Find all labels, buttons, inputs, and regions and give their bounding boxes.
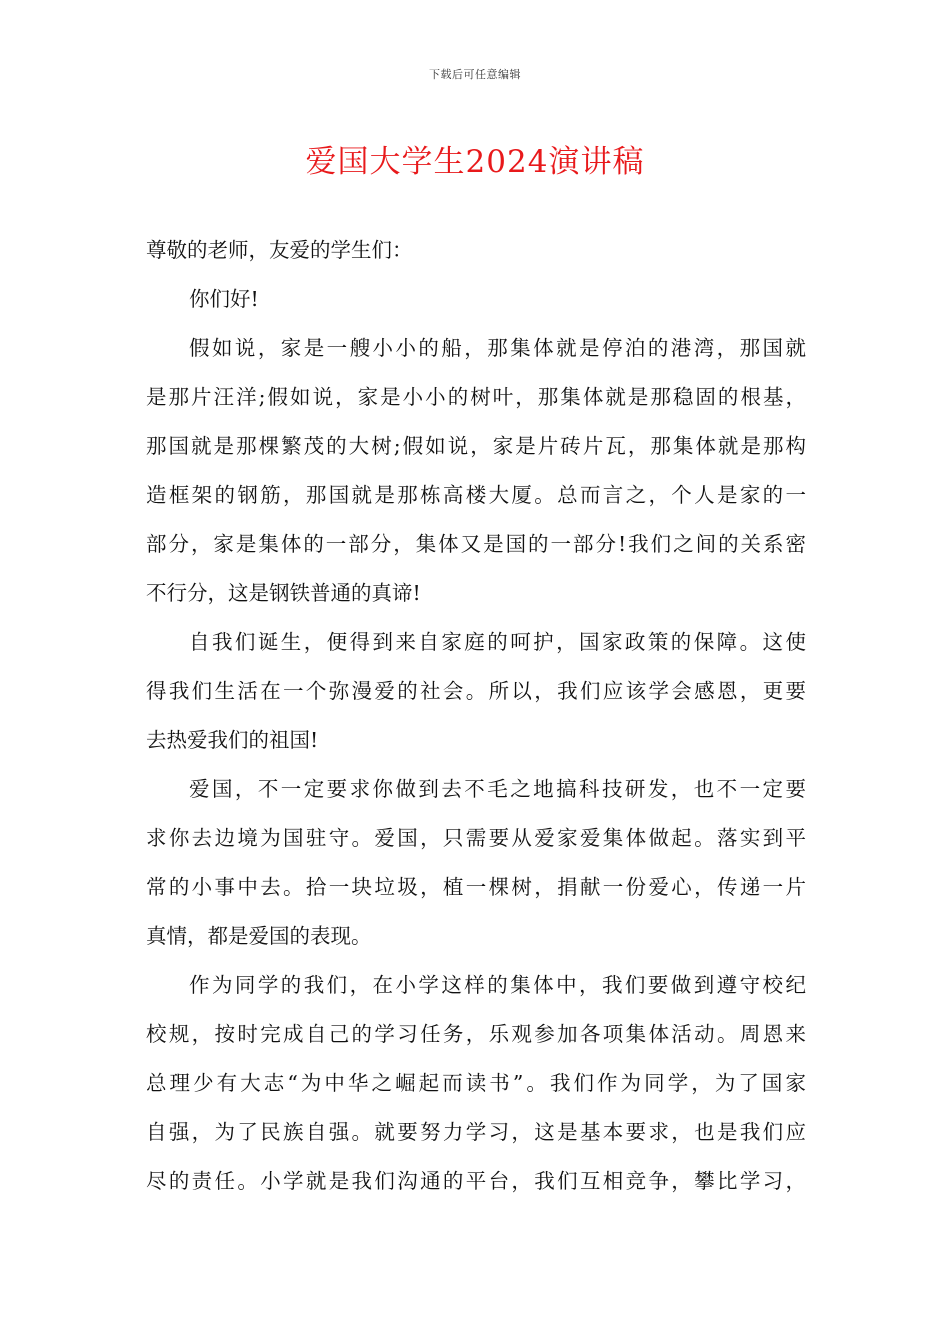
paragraph-line: 是那片汪洋;假如说，家是小小的树叶，那集体就是那稳固的根基， <box>146 385 806 409</box>
paragraph-line: 真情，都是爱国的表现。 <box>146 924 372 948</box>
header-note: 下载后可任意编辑 <box>429 68 521 81</box>
greeting: 你们好! <box>189 287 259 311</box>
paragraph-line: 那国就是那棵繁茂的大树;假如说，家是片砖片瓦，那集体就是那构 <box>146 434 806 458</box>
paragraph-2 <box>146 618 806 765</box>
document-body <box>146 226 806 1206</box>
paragraph-line: 得我们生活在一个弥漫爱的社会。所以，我们应该学会感恩，更要 <box>146 679 806 703</box>
paragraph-line: 求你去边境为国驻守。爱国，只需要从爱家爱集体做起。落实到平 <box>146 826 806 850</box>
paragraph-line: 自强，为了民族自强。就要努力学习，这是基本要求，也是我们应 <box>146 1120 806 1144</box>
paragraph-3 <box>146 765 806 961</box>
document-title: 爱国大学生2024演讲稿 <box>305 144 645 180</box>
paragraph-line: 尽的责任。小学就是我们沟通的平台，我们互相竞争，攀比学习， <box>146 1169 806 1193</box>
paragraph-line: 总理少有大志“为中华之崛起而读书”。我们作为同学，为了国家 <box>146 1071 806 1095</box>
paragraph-4 <box>146 961 806 1206</box>
paragraph-line: 常的小事中去。拾一块垃圾，植一棵树，捐献一份爱心，传递一片 <box>146 875 806 899</box>
paragraph-line: 爱国，不一定要求你做到去不毛之地搞科技研发，也不一定要 <box>189 777 806 801</box>
paragraph-line: 部分，家是集体的一部分，集体又是国的一部分!我们之间的关系密 <box>146 532 806 556</box>
paragraph-line: 假如说，家是一艘小小的船，那集体就是停泊的港湾，那国就 <box>189 336 806 360</box>
paragraph-line: 造框架的钢筋，那国就是那栋高楼大厦。总而言之，个人是家的一 <box>146 483 806 507</box>
paragraph-1 <box>146 324 806 618</box>
paragraph-line: 自我们诞生，便得到来自家庭的呵护，国家政策的保障。这使 <box>189 630 806 654</box>
paragraph-line: 作为同学的我们，在小学这样的集体中，我们要做到遵守校纪 <box>189 973 806 997</box>
paragraph-line: 校规，按时完成自己的学习任务，乐观参加各项集体活动。周恩来 <box>146 1022 806 1046</box>
paragraph-line: 不行分，这是钢铁普通的真谛! <box>146 581 421 605</box>
salutation: 尊敬的老师，友爱的学生们： <box>146 238 413 262</box>
paragraph-line: 去热爱我们的祖国! <box>146 728 319 752</box>
